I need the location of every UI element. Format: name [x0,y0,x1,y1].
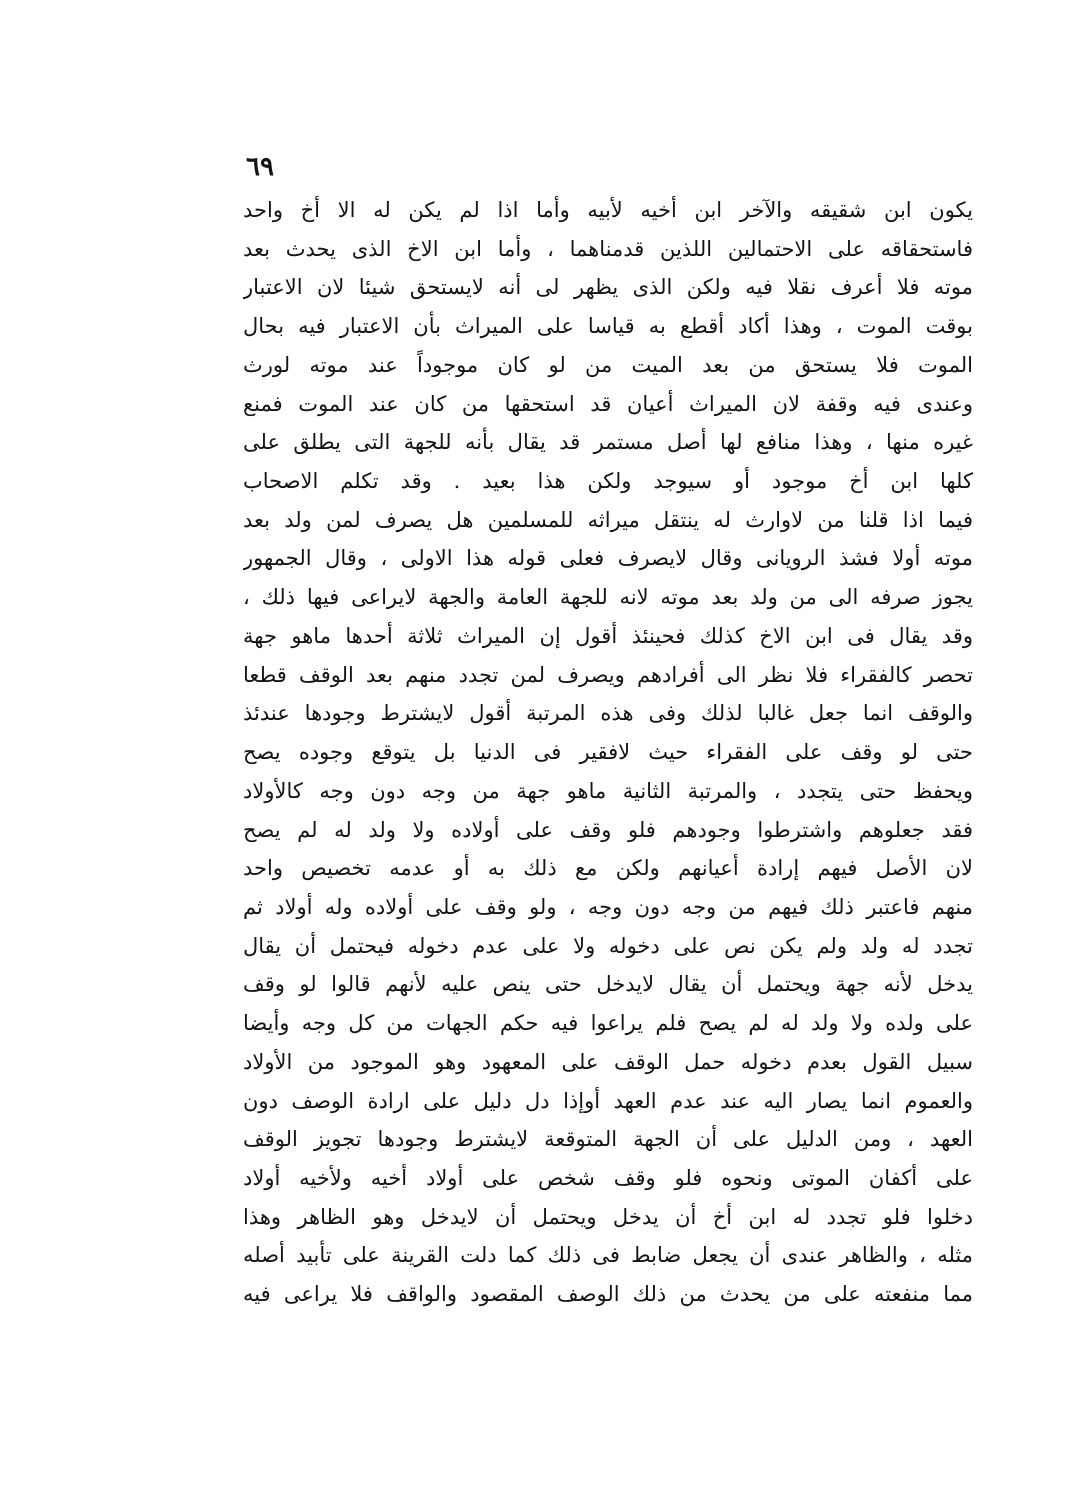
text-line: منهم فاعتبر ذلك فيهم من وجه دون وجه ، ولو وقف على أولاده وله أولاد ثم [243,894,973,919]
text-line: وقد يقال فى ابن الاخ كذلك فحينئذ أقول إن الميراث ثلاثة أحدها ماهو جهة [243,623,973,648]
text-line: لان الأصل فيهم إرادة أعيانهم ولكن مع ذلك به أو عدمه تخصيص واحد [243,856,973,881]
text-line: كلها ابن أخ موجود أو سيوجد ولكن هذا بعيد . وقد تكلم الاصحاب [243,469,973,494]
text-line: تجدد له ولد ولم يكن نص على دخوله ولا على عدم دخوله فيحتمل أن يقال [243,933,973,958]
text-line: غيره منها ، وهذا منافع لها أصل مستمر قد يقال بأنه للجهة التى يطلق على [243,430,973,455]
body-text [243,191,973,1314]
text-line: الموت فلا يستحق من بعد الميت من لو كان موجوداً عند موته لورث [243,352,973,377]
text-line: بوقت الموت ، وهذا أكاد أقطع به قياسا على الميراث بأن الاعتبار فيه بحال [243,314,973,339]
text-line: وعندى فيه وقفة لان الميراث أعيان قد استحقها من كان عند الموت فمنع [243,391,973,416]
text-line: العهد ، ومن الدليل على أن الجهة المتوقعة لايشترط وجودها تجويز الوقف [243,1127,973,1152]
text-line: والعموم انما يصار اليه عند عدم العهد أوإذا دل دليل على ارادة الوصف دون [243,1088,973,1113]
text-line: مما منفعته على من يحدث من ذلك الوصف المقصود والواقف فلا يراعى فيه [243,1282,973,1307]
text-line: فاستحقاقه على الاحتمالين اللذين قدمناهما ، وأما ابن الاخ الذى يحدث بعد [243,236,973,261]
text-line: على أكفان الموتى ونحوه فلو وقف شخص على أولاد أخيه ولأخيه أولاد [243,1165,973,1190]
text-line: تحصر كالفقراء فلا نظر الى أفرادهم ويصرف لمن تجدد منهم بعد الوقف قطعا [243,662,973,687]
text-line: حتى لو وقف على الفقراء حيث لافقير فى الدنيا بل يتوقع وجوده يصح [243,740,973,765]
text-line: فقد جعلوهم واشترطوا وجودهم فلو وقف على أولاده ولا ولد له لم يصح [243,817,973,842]
text-line: موته فلا أعرف نقلا فيه ولكن الذى يظهر لى أنه لايستحق شيئا لان الاعتبار [243,275,973,300]
text-line: مثله ، والظاهر عندى أن يجعل ضابط فى ذلك كما دلت القرينة على تأبيد أصله [243,1243,973,1268]
text-line: والوقف انما جعل غالبا لذلك وفى هذه المرتبة أقول لايشترط وجودها عندئذ [243,701,973,726]
text-line: فيما اذا قلنا من لاوارث له ينتقل ميراثه للمسلمين هل يصرف لمن ولد بعد [243,507,973,532]
text-line: يكون ابن شقيقه والآخر ابن أخيه لأبيه وأما اذا لم يكن له الا أخ واحد [243,198,973,222]
text-line: موته أولا فشذ الرويانى وقال لايصرف فعلى قوله هذا الاولى ، وقال الجمهور [243,546,973,571]
text-line: دخلوا فلو تجدد له ابن أخ أن يدخل ويحتمل أن لايدخل وهو الظاهر وهذا [243,1204,973,1229]
text-line: يدخل لأنه جهة ويحتمل أن يقال لايدخل حتى ينص عليه لأنهم قالوا لو وقف [243,972,973,997]
text-line: سبيل القول بعدم دخوله حمل الوقف على المعهود وهو الموجود من الأولاد [243,1049,973,1074]
page-number: ٦٩ [246,152,274,182]
text-line: يجوز صرفه الى من ولد بعد موته لانه للجهة العامة والجهة لايراعى فيها ذلك ، [243,585,973,610]
text-line: على ولده ولا ولد له لم يصح فلم يراعوا فيه حكم الجهات من كل وجه وأيضا [243,1011,973,1036]
text-line: ويحفظ حتى يتجدد ، والمرتبة الثانية ماهو جهة من وجه دون وجه كالأولاد [243,778,973,803]
